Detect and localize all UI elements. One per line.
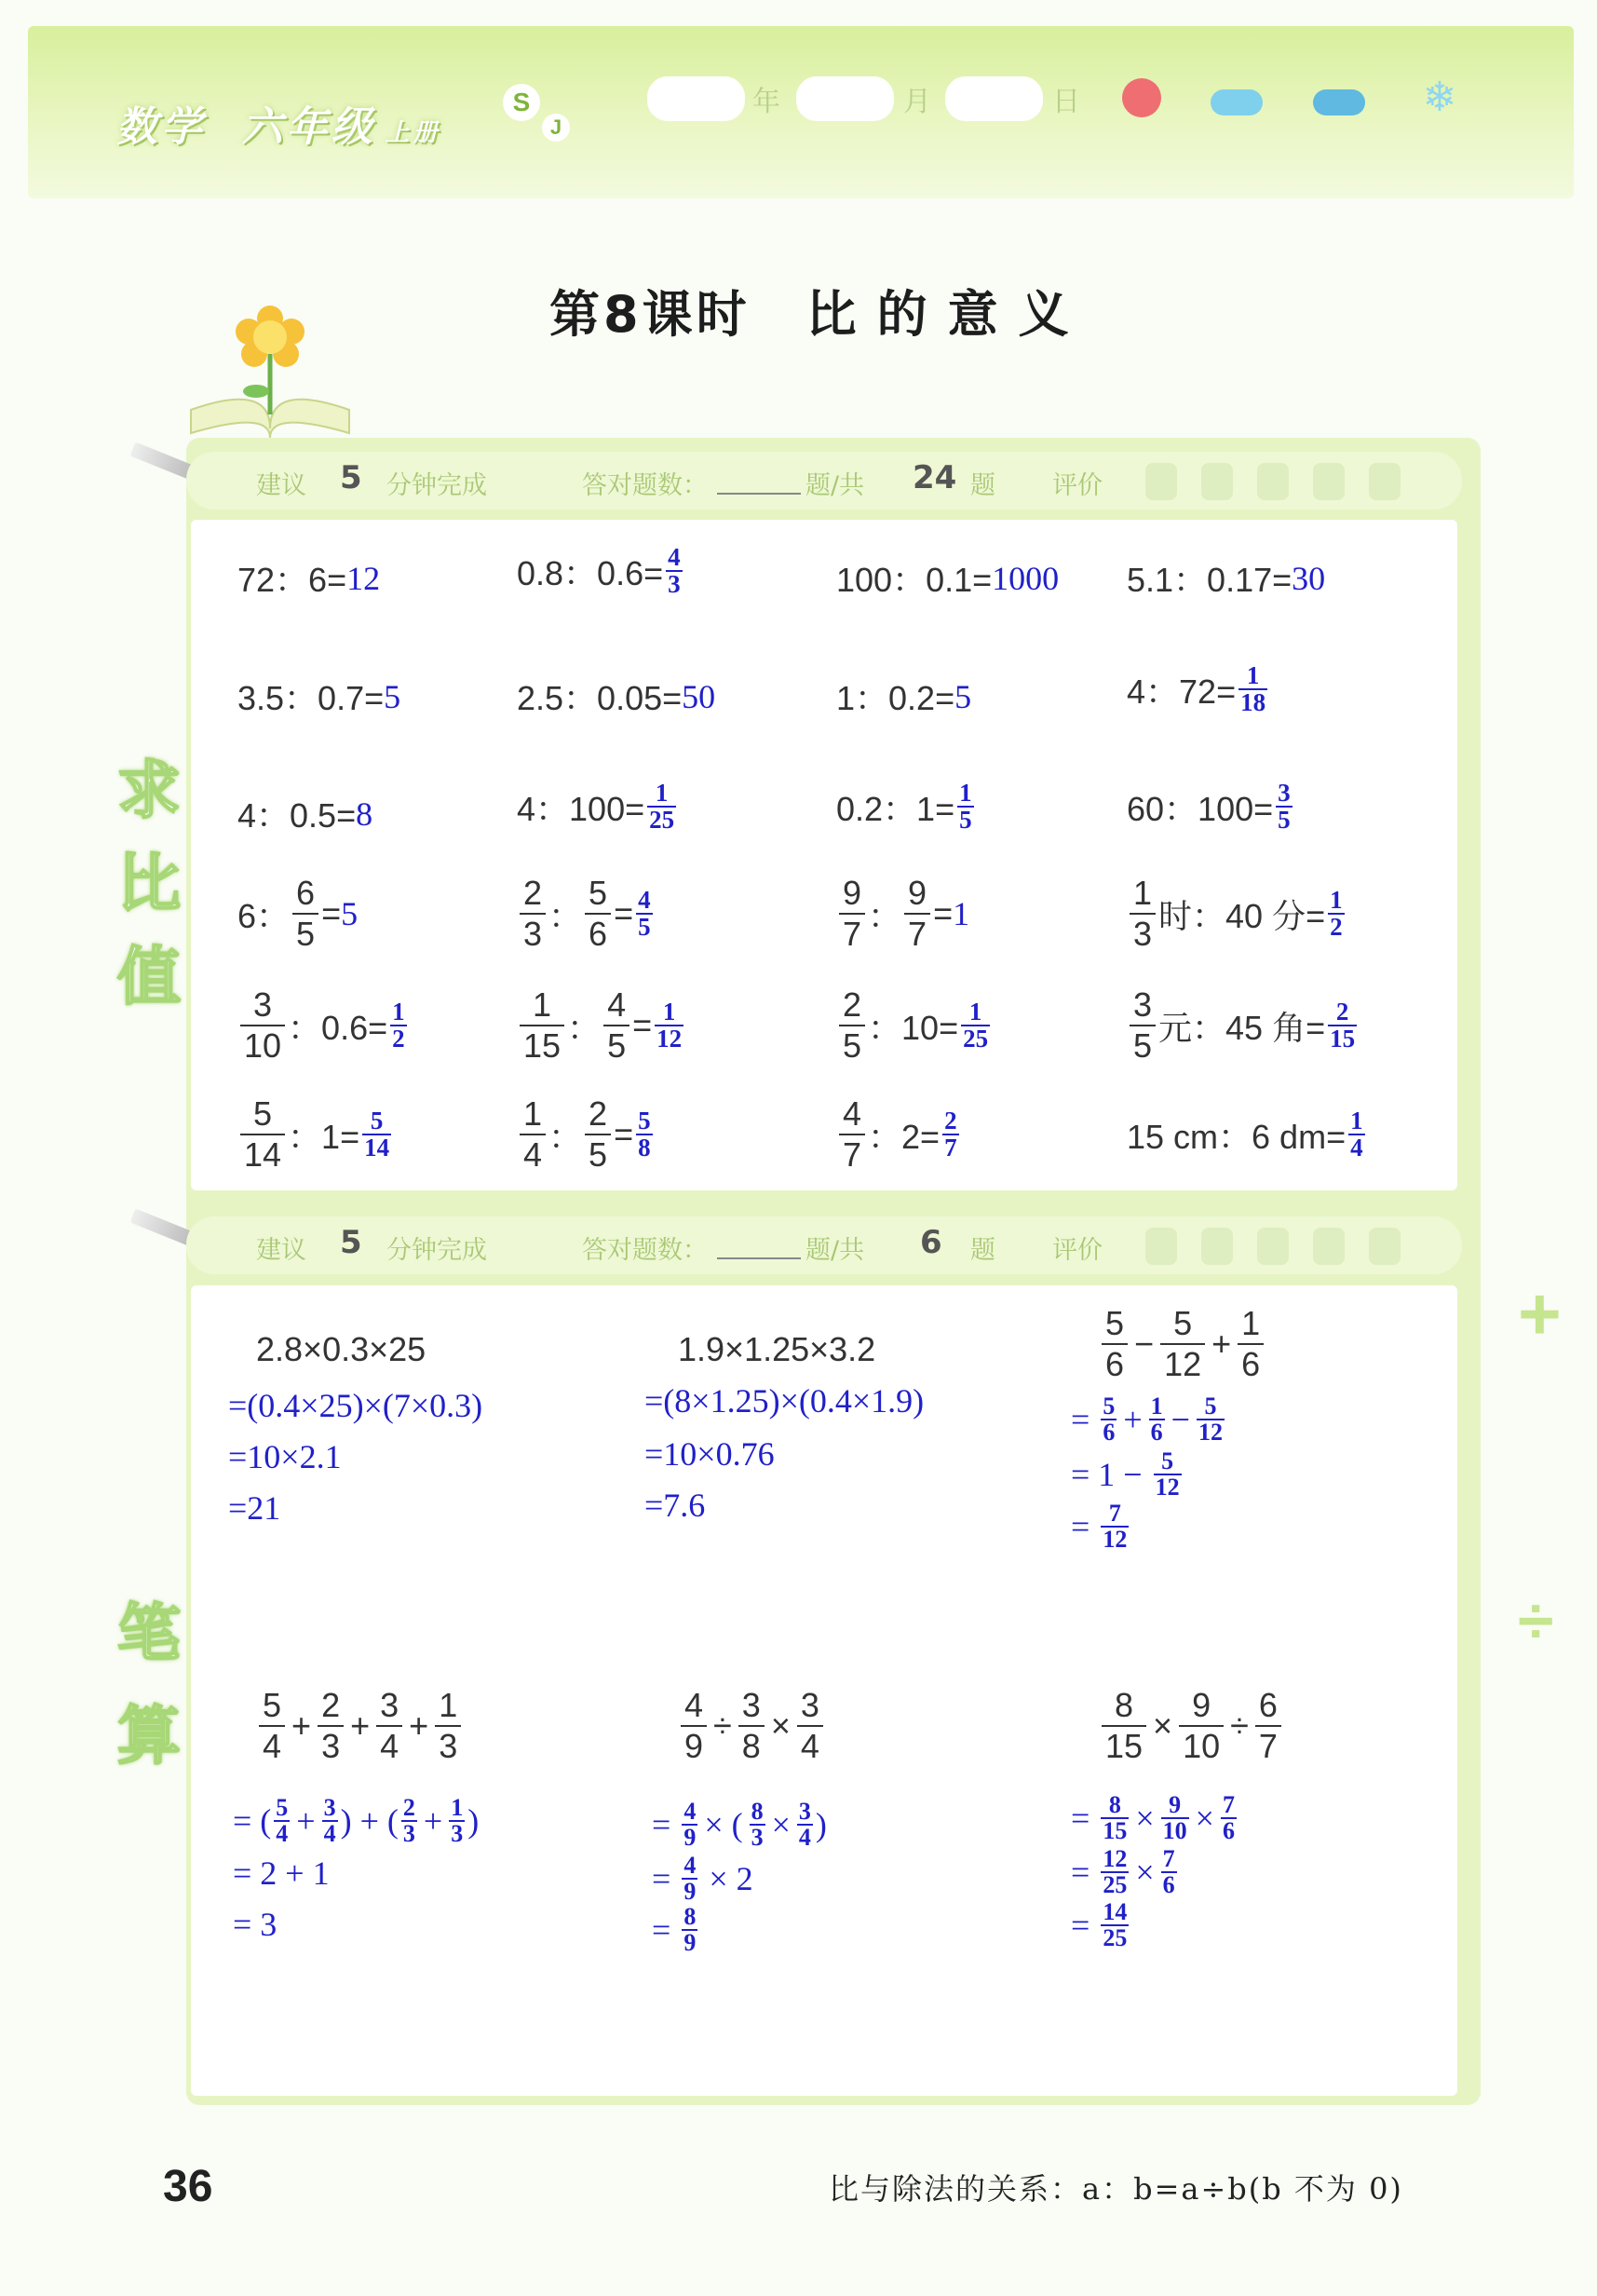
subject-title: 数学 六年级 上册 xyxy=(116,103,441,151)
ratio-problem: 72：6= 12 xyxy=(237,559,381,599)
day-field[interactable] xyxy=(945,76,1043,121)
month-label: 月 xyxy=(903,86,931,118)
calc-step: =10×0.76 xyxy=(644,1435,775,1473)
calc-step: = $\frac{14}{25}$ xyxy=(1071,1898,1128,1951)
ratio-problem: 6： $\frac{6}{5}$ = 5 xyxy=(237,874,359,953)
day-label: 日 xyxy=(1052,86,1080,118)
calc-problem-4: $\frac{5}{4}$ + $\frac{2}{3}$ + $\frac{3}{4}$ + $\frac{1}{3}$ xyxy=(256,1686,464,1766)
ratio-problem: $\frac{4}{7}$ ：2= $\frac{2}{7}$ xyxy=(836,1094,962,1175)
rating-thumb-icon[interactable] xyxy=(1257,463,1289,500)
rating-thumb-icon[interactable] xyxy=(1145,1228,1177,1265)
calc-step: =7.6 xyxy=(644,1487,706,1524)
calc-problem-1: 2.8×0.3×25 xyxy=(256,1330,426,1368)
ratio-problem: $\frac{5}{14}$ ：1= $\frac{5}{14}$ xyxy=(237,1094,394,1175)
ratio-problem: 0.2：1= $\frac{1}{5}$ xyxy=(836,779,972,834)
section1-side-label: 求 比 值 xyxy=(116,754,181,1014)
ratio-problem: $\frac{2}{3}$ ： $\frac{5}{6}$ = $\frac{4}{5}$ xyxy=(517,874,656,954)
calc-step: =(0.4×25)×(7×0.3) xyxy=(228,1387,483,1424)
year-label: 年 xyxy=(752,86,780,118)
correct-count-blank[interactable] xyxy=(717,467,801,495)
section2-side-label: 笔 算 xyxy=(116,1597,181,1773)
ratio-problem: 4：72= $\frac{1}{18}$ xyxy=(1127,661,1266,716)
rating-thumb-icon[interactable] xyxy=(1145,463,1177,500)
rating-thumb-icon[interactable] xyxy=(1313,1228,1345,1265)
ratio-work-area xyxy=(191,520,1457,1190)
ratio-problem: $\frac{1}{15}$ ： $\frac{4}{5}$ = $\frac{1}{12}$ xyxy=(517,985,686,1066)
ratio-problem: 5.1：0.17= 30 xyxy=(1127,559,1326,599)
plus-decoration: + xyxy=(1518,1272,1562,1355)
month-field[interactable] xyxy=(796,76,894,121)
ratio-problem: $\frac{3}{10}$ ：0.6= $\frac{1}{2}$ xyxy=(237,985,410,1066)
calc-step: = ( $\frac{5}{4}$ + $\frac{3}{4}$ ) + ( $\frac{2}{3}$ + $\frac{1}{3}$ ) xyxy=(233,1794,480,1847)
section2-bar: 建议 5 分钟完成 答对题数： 题/共 6 题 评价 xyxy=(186,1216,1462,1274)
year-field[interactable] xyxy=(647,76,745,121)
rating-thumb-icon[interactable] xyxy=(1257,1228,1289,1265)
calc-step: = $\frac{4}{9}$ × 2 xyxy=(652,1852,753,1905)
calc-step: = $\frac{7}{12}$ xyxy=(1071,1500,1128,1553)
rating-thumb-icon[interactable] xyxy=(1201,1228,1233,1265)
ratio-problem: 100：0.1= 1000 xyxy=(836,559,1060,599)
rating-thumb-icon[interactable] xyxy=(1369,1228,1401,1265)
page-number: 36 xyxy=(163,2162,213,2211)
calc-step: = $\frac{8}{9}$ xyxy=(652,1903,697,1956)
ratio-problem: $\frac{2}{5}$ ：10= $\frac{1}{25}$ xyxy=(836,985,993,1066)
ratio-problem: 3.5：0.7= 5 xyxy=(237,677,401,717)
footer-note: 比与除法的关系：a：b=a÷b(b 不为 0) xyxy=(829,2171,1403,2207)
sunny-icon[interactable] xyxy=(1122,78,1161,117)
rainy-icon[interactable] xyxy=(1313,89,1365,115)
calc-step: = 3 xyxy=(233,1906,277,1943)
badge-s: S xyxy=(503,84,540,121)
calc-problem-3: $\frac{5}{6}$ − $\frac{5}{12}$ + $\frac{1}{6}$ xyxy=(1099,1304,1266,1384)
flower-book-icon xyxy=(182,298,359,438)
calc-step: = $\frac{12}{25}$ × $\frac{7}{6}$ xyxy=(1071,1845,1175,1898)
calc-step: = 2 + 1 xyxy=(233,1854,330,1892)
badge-j: J xyxy=(542,114,570,142)
snow-icon[interactable]: ❄ xyxy=(1422,75,1457,120)
calc-step: = 1 − $\frac{5}{12}$ xyxy=(1071,1447,1180,1501)
ratio-problem: 4：0.5= 8 xyxy=(237,795,373,835)
calc-step: =21 xyxy=(228,1489,281,1527)
ratio-problem: 4：100= $\frac{1}{25}$ xyxy=(517,779,675,834)
ratio-problem: $\frac{1}{3}$ 时：40 分= $\frac{1}{2}$ xyxy=(1127,874,1347,954)
section1-bar: 建议 5 分钟完成 答对题数： 题/共 24 题 评价 xyxy=(186,452,1462,509)
rating-thumb-icon[interactable] xyxy=(1313,463,1345,500)
calc-step: = $\frac{8}{15}$ × $\frac{9}{10}$ × $\frac{7}{6}$ xyxy=(1071,1791,1235,1844)
divide-decoration: ÷ xyxy=(1518,1584,1554,1657)
calc-step: =(8×1.25)×(0.4×1.9) xyxy=(644,1382,925,1420)
calc-step: = $\frac{5}{6}$ + $\frac{1}{6}$ − $\frac{5}{12}$ xyxy=(1071,1393,1223,1446)
rating-thumb-icon[interactable] xyxy=(1369,463,1401,500)
ratio-problem: 15 cm：6 dm= $\frac{1}{4}$ xyxy=(1127,1107,1363,1162)
ratio-problem: $\frac{1}{4}$ ： $\frac{2}{5}$ = $\frac{5}{8}$ xyxy=(517,1094,656,1175)
ratio-problem: $\frac{3}{5}$ 元：45 角= $\frac{2}{15}$ xyxy=(1127,985,1360,1066)
correct-count-blank[interactable] xyxy=(717,1231,801,1259)
calc-problem-2: 1.9×1.25×3.2 xyxy=(678,1330,876,1368)
partly-cloudy-icon[interactable] xyxy=(1211,89,1263,115)
calc-problem-6: $\frac{8}{15}$ × $\frac{9}{10}$ ÷ $\frac{6}{7}$ xyxy=(1099,1686,1284,1766)
calc-problem-5: $\frac{4}{9}$ ÷ $\frac{3}{8}$ × $\frac{3}{4}$ xyxy=(678,1686,826,1766)
ratio-problem: 60：100= $\frac{3}{5}$ xyxy=(1127,779,1291,834)
ratio-problem: $\frac{9}{7}$ ： $\frac{9}{7}$ = 1 xyxy=(836,874,969,954)
ratio-problem: 1：0.2= 5 xyxy=(836,677,972,717)
rating-thumb-icon[interactable] xyxy=(1201,463,1233,500)
page-title: 第8课时 比的意义 xyxy=(549,285,1089,344)
calc-step: =10×2.1 xyxy=(228,1438,342,1475)
calc-step: = $\frac{4}{9}$ × ( $\frac{8}{3}$ × $\frac{3}{4}$ ) xyxy=(652,1798,827,1851)
ratio-problem: 2.5：0.05= 50 xyxy=(517,677,716,717)
ratio-problem: 0.8：0.6= $\frac{4}{3}$ xyxy=(517,543,681,598)
